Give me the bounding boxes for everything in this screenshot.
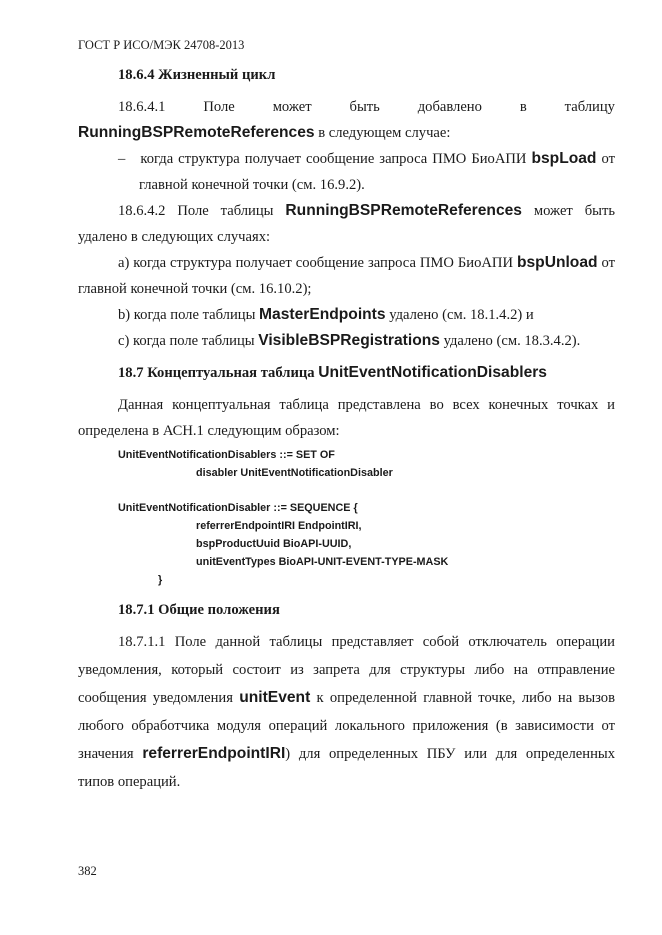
para-18-6-4-1-line1: 18.6.4.1 Поле может быть добавлено в таблицу <box>118 99 615 115</box>
list-item-c: с) когда поле таблицы VisibleBSPRegistrations удалено (см. 18.3.4.2). <box>118 332 581 349</box>
code-line: referrerEndpointIRI EndpointIRI, <box>196 520 362 532</box>
document-body <box>78 62 615 796</box>
code-line: UnitEventNotificationDisabler ::= SEQUENCE { <box>118 502 358 514</box>
code-line: bspProductUuid BioAPI-UUID, <box>196 538 352 550</box>
asn1-code-block <box>78 446 615 589</box>
list-item-b: b) когда поле таблицы MasterEndpoints удалено (см. 18.1.4.2) и <box>118 306 534 323</box>
page-number: 382 <box>78 864 97 878</box>
para-18-6-4-2: 18.6.4.2 Поле таблицы RunningBSPRemoteReferences может быть удалено в следующих случаях: <box>78 202 615 245</box>
list-item-dash: – когда структура получает сообщение запроса ПМО БиоАПИ bspLoad от главной конечной точки (см. 16.9.2). <box>118 150 615 193</box>
page-header: ГОСТ Р ИСО/МЭК 24708-2013 <box>78 38 245 52</box>
code-line: disabler UnitEventNotificationDisabler <box>196 467 393 479</box>
para-18-7: Данная концептуальная таблица представлена во всех конечных точках и определена в АСН.1 следующим образом: <box>78 397 615 439</box>
list-item-a: а) когда структура получает сообщение запроса ПМО БиоАПИ bspUnload от главной конечной точки (см. 16.10.2); <box>78 254 615 297</box>
code-line: unitEventTypes BioAPI-UNIT-EVENT-TYPE-MASK <box>196 556 449 568</box>
heading-18-7-1: 18.7.1 Общие положения <box>118 602 280 618</box>
code-line: } <box>158 574 163 586</box>
code-line: UnitEventNotificationDisablers ::= SET OF <box>118 449 335 461</box>
para-18-6-4-1-line2: RunningBSPRemoteReferences в следующем случае: <box>78 124 451 141</box>
heading-18-7: 18.7 Концептуальная таблица UnitEventNotificationDisablers <box>118 364 547 381</box>
para-18-7-1-1: 18.7.1.1 Поле данной таблицы представляет собой отключатель операции уведомления, который состоит из запрета для структуры либо на отправление сообщения уведомления unitEvent к определенной главной точке, либо на вызов любого обработчика модуля операций локального приложения (в зависимости от значения referrerEndpointIRI) для определенных ПБУ или для определенных типов операций. <box>78 634 615 790</box>
heading-18-6-4: 18.6.4 Жизненный цикл <box>118 67 276 83</box>
